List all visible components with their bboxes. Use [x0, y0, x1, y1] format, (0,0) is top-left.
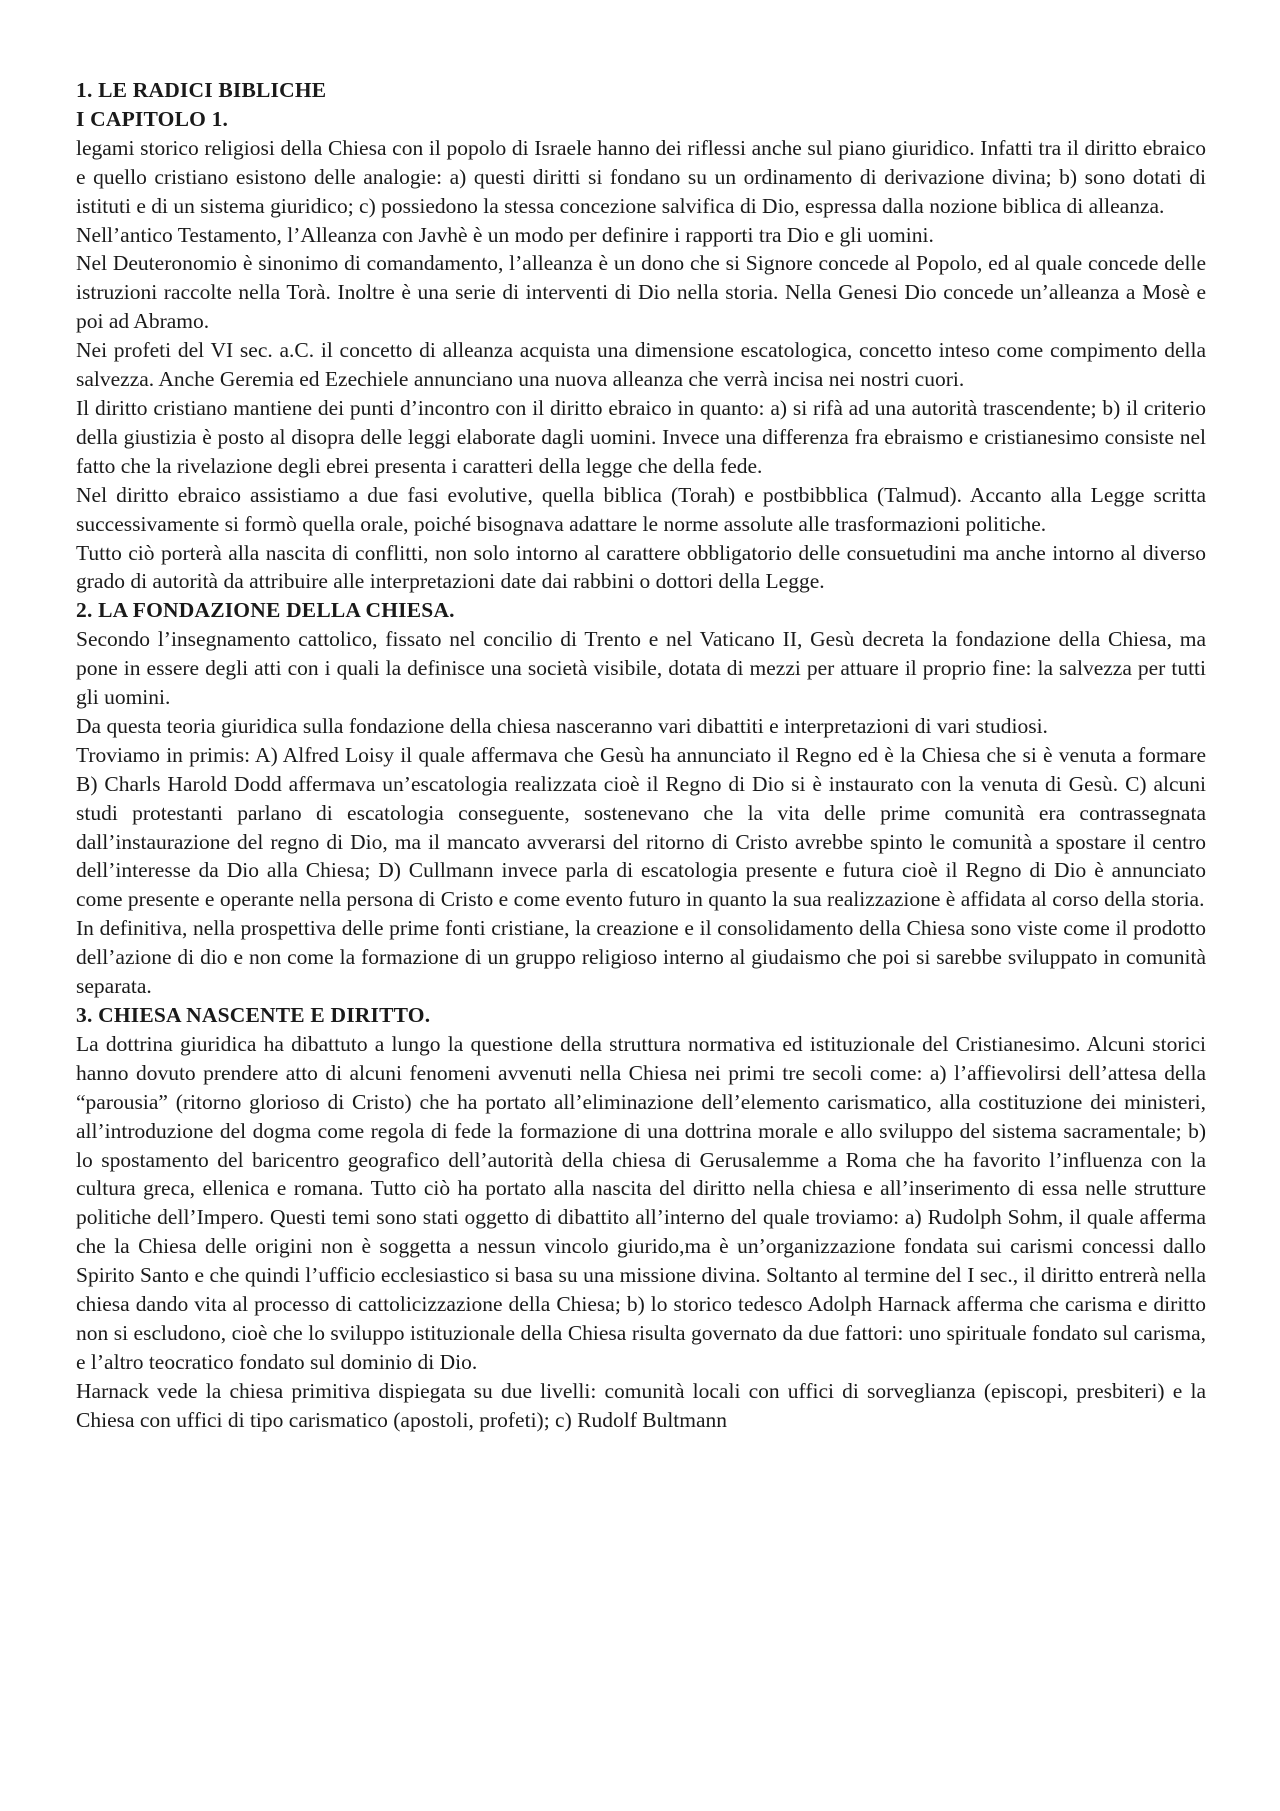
paragraph: Troviamo in primis: A) Alfred Loisy il quale affermava che Gesù ha annunciato il Regno ed è la Chiesa che si è venuta a formare B) Charls Harold Dodd affermava un’escatologia realizzata cioè il Regno di Dio si è instaurato con la venuta di Gesù. C) alcuni studi protestanti parlano di escatologia conseguente, sostenevano che la vita delle prime comunità era contrassegnata dall’instaurazione del regno di Dio, ma il mancato avverarsi del ritorno di Cristo avrebbe spinto le comunità a spostare il centro dell’interesse da Dio alla Chiesa; D) Cullmann invece parla di escatologia presente e futura cioè il Regno di Dio è annunciato come presente e operante nella persona di Cristo e come evento futuro in quanto la sua realizzazione è affidata al corso della storia. — [76, 742, 1206, 912]
paragraph: Harnack vede la chiesa primitiva dispiegata su due livelli: comunità locali con uffici di sorveglianza (episcopi, presbiteri) e la Chiesa con uffici di tipo carismatico (apostoli, profeti); c) Rudolf Bultmann — [76, 1378, 1206, 1432]
paragraph: Il diritto cristiano mantiene dei punti d’incontro con il diritto ebraico in quanto: a) si rifà ad una autorità trascendente; b) il criterio della giustizia è posto al disopra delle leggi elaborate dagli uomini. Invece una differenza fra ebraismo e cristianesimo consiste nel fatto che la rivelazione degli ebrei presenta i caratteri della legge che della fede. — [76, 395, 1206, 478]
paragraph: legami storico religiosi della Chiesa con il popolo di Israele hanno dei riflessi anche sul piano giuridico. Infatti tra il diritto ebraico e quello cristiano esistono delle analogie: a) questi diritti si fondano su un ordinamento di derivazione divina; b) sono dotati di istituti e di un sistema giuridico; c) possiedono la stessa concezione salvifica di Dio, espressa dalla nozione biblica di alleanza. — [76, 135, 1206, 218]
heading-fondazione-della-chiesa: 2. LA FONDAZIONE DELLA CHIESA. — [76, 598, 455, 623]
paragraph: Secondo l’insegnamento cattolico, fissato nel concilio di Trento e nel Vaticano II, Gesù decreta la fondazione della Chiesa, ma pone in essere degli atti con i quali la definisce una società visibile, dotata di mezzi per attuare il proprio fine: la salvezza per tutti gli uomini. — [76, 627, 1206, 710]
heading-capitolo-1: I CAPITOLO 1. — [76, 106, 229, 131]
paragraph: Nei profeti del VI sec. a.C. il concetto di alleanza acquista una dimensione escatologica, concetto inteso come compimento della salvezza. Anche Geremia ed Ezechiele annunciano una nuova alleanza che verrà incisa nei nostri cuori. — [76, 338, 1206, 392]
heading-le-radici-bibliche: 1. LE RADICI BIBLICHE — [76, 78, 327, 102]
document-page — [76, 76, 1206, 1435]
paragraph: Nel diritto ebraico assistiamo a due fasi evolutive, quella biblica (Torah) e postbibblica (Talmud). Accanto alla Legge scritta successivamente si formò quella orale, poiché bisognava adattare le norme assolute alle trasformazioni politiche. — [76, 482, 1206, 536]
paragraph: Nell’antico Testamento, l’Alleanza con Javhè è un modo per definire i rapporti tra Dio e gli uomini. — [76, 222, 934, 247]
paragraph: La dottrina giuridica ha dibattuto a lungo la questione della struttura normativa ed istituzionale del Cristianesimo. Alcuni storici hanno dovuto prendere atto di alcuni fenomeni avvenuti nella Chiesa nei primi tre secoli come: a) l’affievolirsi dell’attesa della “parousia” (ritorno glorioso di Cristo) che ha portato all’eliminazione dell’elemento carismatico, alla costituzione dei ministeri, all’introduzione del dogma come regola di fede la formazione di una dottrina morale e allo sviluppo del sistema sacramentale; b) lo spostamento del baricentro geografico dell’autorità della chiesa di Gerusalemme a Roma che ha favorito l’influenza con la cultura greca, ellenica e romana. Tutto ciò ha portato alla nascita del diritto nella chiesa e all’inserimento di essa nelle strutture politiche dell’Impero. Questi temi sono stati oggetto di dibattito all’interno del quale troviamo: a) Rudolph Sohm, il quale afferma che la Chiesa delle origini non è soggetta a nessun vincolo giurido,ma è un’organizzazione fondata sui carismi concessi dallo Spirito Santo e che quindi l’ufficio ecclesiastico si basa su una missione divina. Soltanto al termine del I sec., il diritto entrerà nella chiesa dando vita al processo di cattolicizzazione della Chiesa; b) lo storico tedesco Adolph Harnack afferma che carisma e diritto non si escludono, cioè che lo sviluppo istituzionale della Chiesa risulta governato da due fattori: uno spirituale fondato sul carisma, e l’altro teocratico fondato sul dominio di Dio. — [76, 1031, 1206, 1374]
paragraph: Nel Deuteronomio è sinonimo di comandamento, l’alleanza è un dono che si Signore concede al Popolo, ed al quale concede delle istruzioni raccolte nella Torà. Inoltre è una serie di interventi di Dio nella storia. Nella Genesi Dio concede un’alleanza a Mosè e poi ad Abramo. — [76, 251, 1206, 334]
paragraph: In definitiva, nella prospettiva delle prime fonti cristiane, la creazione e il consolidamento della Chiesa sono viste come il prodotto dell’azione di dio e non come la formazione di un gruppo religioso interno al giudaismo che poi si sarebbe sviluppato in comunità separata. — [76, 916, 1206, 999]
paragraph: Da questa teoria giuridica sulla fondazione della chiesa nasceranno vari dibattiti e interpretazioni di vari studiosi. — [76, 713, 1048, 738]
paragraph: Tutto ciò porterà alla nascita di conflitti, non solo intorno al carattere obbligatorio delle consuetudini ma anche intorno al diverso grado di autorità da attribuire alle interpretazioni date dai rabbini o dottori della Legge. — [76, 540, 1206, 594]
heading-chiesa-nascente-e-diritto: 3. CHIESA NASCENTE E DIRITTO. — [76, 1003, 431, 1027]
